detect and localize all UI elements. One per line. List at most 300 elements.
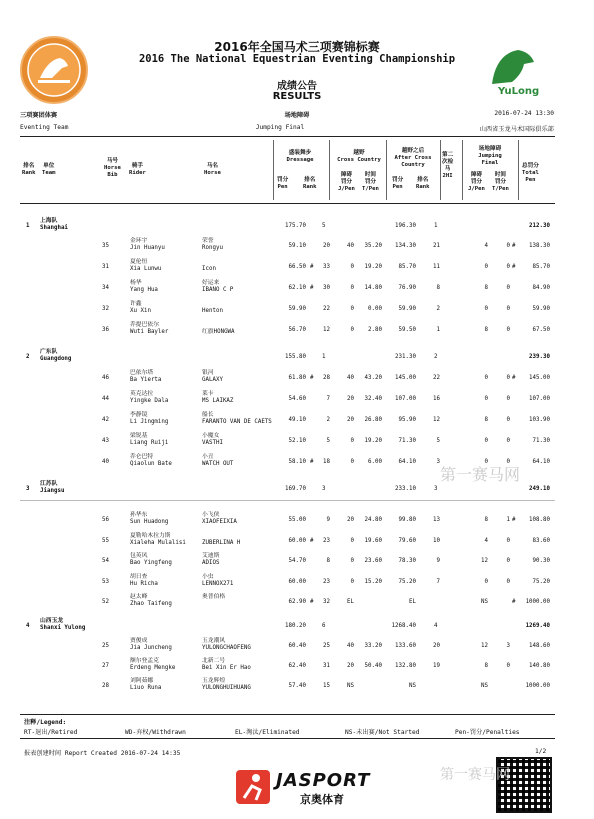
rider-after-rank: 9 <box>436 558 440 564</box>
dropped-score-mark: # <box>310 264 314 270</box>
rider-cross-tpen: 35.20 <box>364 243 382 249</box>
horse-name-cn: 奥普伯格 <box>202 594 226 600</box>
rider-bib: 36 <box>102 327 109 333</box>
horse-name-en: ADIOS <box>202 560 220 566</box>
horse-name-cn: 莱卡 <box>202 391 214 397</box>
team-rank: 4 <box>26 623 30 629</box>
rider-dressage-rank: 20 <box>323 243 330 249</box>
team-after-cross: 231.30 <box>395 354 416 360</box>
rider-cross-jpen: 0 <box>350 438 354 444</box>
report-created: 报表创建时间 Report Created 2016-07-24 14:35 <box>24 750 181 757</box>
horse-name-en: 红旗HONGWA <box>202 329 235 335</box>
horse-name-en: Henton <box>202 308 223 314</box>
rider-total: 64.10 <box>532 459 550 465</box>
rider-total: 148.60 <box>529 643 550 649</box>
rider-cross-tpen: 19.20 <box>364 264 382 270</box>
rider-name-en: Li Jingming <box>130 419 169 425</box>
rider-bib: 42 <box>102 417 109 423</box>
rider-cross-jpen: EL <box>347 599 354 605</box>
rider-jump-jpen: 4 <box>484 537 488 544</box>
rider-name-en: Wuti Bayler <box>130 329 169 335</box>
legend-top-rule <box>20 714 555 715</box>
rider-name-en: Hu Richa <box>130 580 158 587</box>
rider-total: 90.30 <box>532 558 550 564</box>
horse-name-en: Icon <box>202 266 216 272</box>
horse-name-cn: 荣誉 <box>202 238 214 244</box>
team-name-cn: 江苏队 <box>40 481 58 487</box>
rider-jump-jpen: 8 <box>484 517 488 523</box>
rider-bib: 40 <box>102 459 109 465</box>
rider-after-pen: 76.90 <box>398 285 416 291</box>
team-dressage-rank: 5 <box>322 223 326 229</box>
results-en: RESULTS <box>272 91 322 102</box>
rider-bib: 34 <box>102 285 109 291</box>
event-cn: 三项赛团体赛 <box>20 112 58 119</box>
rider-jump-jpen: 0 <box>484 375 488 381</box>
rider-name-en: Liang Ruiji <box>130 440 169 446</box>
rider-dressage-pen: 54.70 <box>288 558 306 564</box>
dropped-score-mark: # <box>310 537 314 544</box>
rider-dressage-pen: 54.60 <box>288 396 306 402</box>
dropped-score-mark: # <box>512 517 516 523</box>
rider-cross-tpen: 6.00 <box>368 459 382 465</box>
rider-after-rank: 19 <box>433 663 440 669</box>
rider-total: 71.30 <box>532 438 550 444</box>
rider-dressage-rank: 5 <box>326 438 330 444</box>
team-name-cn: 山西玉龙 <box>40 618 64 624</box>
title-en: 2016 The National Equestrian Eventing Championship <box>138 53 456 65</box>
rider-after-rank: 3 <box>436 459 440 465</box>
legend-eliminated: EL-淘汰/Eliminated <box>235 729 300 736</box>
rider-cross-jpen: 40 <box>347 375 354 381</box>
rider-after-pen: EL <box>409 599 416 605</box>
rider-dressage-rank: 30 <box>323 285 330 291</box>
rider-jump-tpen: 0 <box>506 375 510 381</box>
rider-dressage-rank: 23 <box>323 578 330 585</box>
rider-total: 140.80 <box>529 663 550 669</box>
rider-cross-tpen: 15.20 <box>364 578 382 585</box>
horse-name-en: YULONGHUIHUANG <box>202 685 251 691</box>
rider-cross-tpen: 2.80 <box>368 327 382 333</box>
rider-after-rank: 5 <box>436 438 440 444</box>
rider-name-en: Erdeng Mengke <box>130 665 176 671</box>
rider-dressage-rank: 32 <box>323 599 330 605</box>
team-after-rank: 3 <box>434 486 438 492</box>
col-jump-jpen: 障碍 罚分 J/Pen <box>468 172 485 192</box>
rider-after-pen: 59.90 <box>398 306 416 312</box>
team-total: 1269.40 <box>525 623 550 629</box>
rider-jump-jpen: 0 <box>484 459 488 465</box>
horse-name-cn: 玉龙潮风 <box>202 638 226 644</box>
rider-cross-tpen: 33.20 <box>364 643 382 649</box>
rider-jump-tpen: 0 <box>506 264 510 270</box>
rider-total: 108.80 <box>529 517 550 523</box>
rider-jump-jpen: 4 <box>484 243 488 249</box>
col-dressage-rank: 排名 Rank <box>303 177 317 190</box>
rider-jump-jpen: 8 <box>484 663 488 669</box>
rider-name-cn: 巴依尔塔 <box>130 370 154 376</box>
rider-dressage-rank: 22 <box>323 306 330 312</box>
rider-after-rank: 22 <box>433 375 440 381</box>
rider-bib: 55 <box>102 537 109 544</box>
rider-dressage-pen: 52.10 <box>288 438 306 444</box>
col-cross-tpen: 时间 罚分 T/Pen <box>362 172 379 192</box>
rider-dressage-rank: 2 <box>326 417 330 423</box>
rider-name-cn: 夏伦恒 <box>130 259 148 265</box>
rider-bib: 52 <box>102 599 109 605</box>
rider-bib: 44 <box>102 396 109 402</box>
rider-jump-tpen: 0 <box>506 663 510 669</box>
venue: 山西省玉龙马术国际俱乐部 <box>479 126 554 133</box>
rider-bib: 46 <box>102 375 109 381</box>
rider-total: 75.20 <box>532 578 550 585</box>
rider-jump-jpen: 0 <box>484 438 488 444</box>
rider-name-cn: 梁锐基 <box>130 433 148 439</box>
rider-after-rank: 10 <box>433 537 440 544</box>
rider-after-pen: 133.60 <box>395 643 416 649</box>
rider-name-cn: 刘阿茹娜 <box>130 678 154 684</box>
col-dressage: 盛装舞步 Dressage <box>286 150 314 163</box>
team-rank: 2 <box>26 354 30 360</box>
rider-bib: 35 <box>102 243 109 249</box>
team-name-en: Shanghai <box>40 225 68 231</box>
rider-after-pen: NS <box>409 683 416 689</box>
rider-jump-tpen: 0 <box>506 327 510 333</box>
col-after-pen: 罚分 Pen <box>392 177 404 190</box>
dropped-score-mark: # <box>310 459 314 465</box>
rider-cross-jpen: NS <box>347 683 354 689</box>
rider-after-rank: 1 <box>436 327 440 333</box>
phase-en: Jumping Final <box>255 124 305 131</box>
rider-name-en: Zhao Taifeng <box>130 601 172 607</box>
title-cn: 2016年全国马术三项赛锦标赛 <box>214 40 380 54</box>
rider-bib: 54 <box>102 558 109 564</box>
rider-cross-jpen: 0 <box>350 558 354 564</box>
rider-name-cn: 金环宇 <box>130 238 148 244</box>
rider-dressage-pen: 60.00 <box>288 537 306 544</box>
rider-bib: 27 <box>102 663 109 669</box>
horse-name-cn: 银河 <box>202 370 214 376</box>
rider-name-cn: 夏勒哈木拉力斯 <box>130 532 171 539</box>
rider-total: 67.50 <box>532 327 550 333</box>
datetime: 2016-07-24 13:30 <box>494 110 554 117</box>
team-name-cn: 广东队 <box>40 349 58 355</box>
rider-name-cn: 英克达拉 <box>130 391 154 397</box>
col-cross-jpen: 障碍 罚分 J/Pen <box>338 172 355 192</box>
rider-cross-jpen: 20 <box>347 396 354 402</box>
rider-after-pen: 95.90 <box>398 417 416 423</box>
rider-total: 59.90 <box>532 306 550 312</box>
rider-jump-tpen: 0 <box>506 558 510 564</box>
rider-after-pen: 85.70 <box>398 264 416 270</box>
rider-cross-jpen: 20 <box>347 417 354 423</box>
rider-after-pen: 59.50 <box>398 327 416 333</box>
rider-dressage-rank: 7 <box>326 396 330 402</box>
team-after-cross: 1268.40 <box>391 623 416 629</box>
rider-jump-tpen: 0 <box>506 537 510 544</box>
svg-text:YuLong: YuLong <box>498 86 540 96</box>
team-dressage: 169.70 <box>285 486 306 492</box>
rider-dressage-rank: 18 <box>323 459 330 465</box>
team-name-en: Shanxi Yulong <box>40 625 86 631</box>
rider-dressage-rank: 15 <box>323 683 330 689</box>
rider-dressage-rank: 12 <box>323 327 330 333</box>
rider-total: 145.00 <box>529 375 550 381</box>
rider-bib: 31 <box>102 264 109 270</box>
rider-after-pen: 99.80 <box>398 517 416 523</box>
page-split-rule <box>20 500 555 501</box>
rider-cross-tpen: 14.80 <box>364 285 382 291</box>
rider-jump-jpen: 8 <box>484 327 488 333</box>
rider-cross-jpen: 0 <box>350 264 354 270</box>
rider-name-cn: 许鑫 <box>130 301 142 307</box>
dropped-score-mark: # <box>512 264 516 270</box>
horse-name-en: XIAOFEIXIA <box>202 519 237 525</box>
horse-name-en: LENNOX271 <box>202 580 234 587</box>
rider-after-rank: 8 <box>436 285 440 291</box>
rider-bib: 32 <box>102 306 109 312</box>
sponsor-en: JASPORT <box>276 770 371 791</box>
rider-after-pen: 145.00 <box>395 375 416 381</box>
horse-name-en: FARANTO VAN DE CAETS <box>202 419 272 425</box>
horse-name-cn: 小魔女 <box>202 433 220 439</box>
horse-name-en: YULONGCHAOFENG <box>202 645 251 651</box>
col-after-cross: 越野之后 After Cross Country <box>394 148 432 168</box>
rider-jump-tpen: 3 <box>506 643 510 649</box>
rider-dressage-rank: 28 <box>323 375 330 381</box>
col-total: 总罚分 Total Pen <box>522 163 539 183</box>
rider-cross-tpen: 24.80 <box>364 517 382 523</box>
rider-jump-tpen: 1 <box>506 517 510 523</box>
rider-cross-jpen: 0 <box>350 537 354 544</box>
rider-dressage-rank: 8 <box>326 558 330 564</box>
rider-dressage-rank: 9 <box>326 517 330 523</box>
team-total: 212.30 <box>529 223 550 229</box>
rider-after-rank: 20 <box>433 643 440 649</box>
rider-jump-jpen: 0 <box>484 396 488 402</box>
rider-jump-jpen: 0 <box>484 264 488 270</box>
rider-jump-tpen: 0 <box>506 243 510 249</box>
rider-dressage-pen: 57.40 <box>288 683 306 689</box>
team-after-cross: 196.30 <box>395 223 416 229</box>
rider-name-en: Yang Hua <box>130 287 158 293</box>
rider-dressage-pen: 59.90 <box>288 306 306 312</box>
rider-cross-tpen: 50.40 <box>364 663 382 669</box>
team-after-rank: 1 <box>434 223 438 229</box>
rider-after-rank: 16 <box>433 396 440 402</box>
rider-name-cn: 赵太峰 <box>130 594 148 600</box>
rider-cross-jpen: 20 <box>347 517 354 523</box>
results-cn: 成绩公告 <box>277 81 317 92</box>
rider-after-rank: 7 <box>436 578 440 585</box>
horse-name-en: Rongyu <box>202 245 223 251</box>
rider-jump-jpen: 0 <box>484 578 488 585</box>
rider-name-cn: 包英风 <box>130 553 148 559</box>
team-name-en: Jiangsu <box>40 488 65 494</box>
rider-name-cn: 额尔登孟克 <box>130 658 159 664</box>
phase-cn: 场地障碍 <box>284 112 310 119</box>
team-dressage-rank: 3 <box>322 486 326 492</box>
rider-total: 84.90 <box>532 285 550 291</box>
rider-name-en: Xia Lunwu <box>130 266 162 272</box>
rider-name-en: Ba Yierta <box>130 377 162 383</box>
rider-name-en: Xu Xin <box>130 308 151 314</box>
col-team: 单位 Team <box>42 163 56 176</box>
rider-cross-jpen: 0 <box>350 285 354 291</box>
rider-jump-tpen: 0 <box>506 285 510 291</box>
rider-jump-jpen: NS <box>481 683 488 689</box>
team-dressage-rank: 6 <box>322 623 326 629</box>
rider-jump-tpen: 0 <box>506 459 510 465</box>
rider-after-rank: 13 <box>433 517 440 523</box>
rider-name-en: Yingke Dala <box>130 398 169 404</box>
legend-retired: RT-退出/Retired <box>24 729 78 736</box>
rider-total: 1000.00 <box>525 599 550 605</box>
rider-cross-tpen: 43.20 <box>364 375 382 381</box>
rider-cross-jpen: 0 <box>350 459 354 465</box>
team-rank: 1 <box>26 223 30 229</box>
legend-withdrawn: WD-弃权/Withdrawn <box>125 729 186 736</box>
rider-dressage-pen: 60.00 <box>288 578 306 585</box>
rider-after-pen: 78.30 <box>398 558 416 564</box>
rider-jump-jpen: 8 <box>484 417 488 423</box>
rider-name-cn: 李静镜 <box>130 412 148 418</box>
rider-cross-tpen: 23.60 <box>364 558 382 564</box>
team-dressage: 155.80 <box>285 354 306 360</box>
dropped-score-mark: # <box>310 375 314 381</box>
team-dressage-rank: 1 <box>322 354 326 360</box>
horse-name-en: Bei Xin Er Hao <box>202 665 251 671</box>
rider-after-pen: 107.00 <box>395 396 416 402</box>
watermark-bottom: 第一赛马网 <box>440 767 510 783</box>
rider-name-en: Xialeha Mulalisi <box>130 539 186 546</box>
rider-dressage-pen: 60.40 <box>288 643 306 649</box>
col-jumping: 场地障碍 Jumping Final <box>478 146 502 166</box>
rider-cross-jpen: 20 <box>347 663 354 669</box>
legend-penalties: Pen-罚分/Penalties <box>455 729 520 736</box>
rider-dressage-pen: 56.70 <box>288 327 306 333</box>
rider-dressage-pen: 62.90 <box>288 599 306 605</box>
col-rank: 排名 Rank <box>22 163 36 176</box>
rider-name-en: Qiaolun Bate <box>130 461 172 467</box>
team-after-cross: 233.10 <box>395 486 416 492</box>
horse-name-cn: 小丑 <box>202 454 214 460</box>
rider-cross-jpen: 0 <box>350 327 354 333</box>
rider-name-cn: 杨华 <box>130 280 142 286</box>
rider-cross-tpen: 19.60 <box>364 537 382 544</box>
rider-dressage-pen: 58.10 <box>288 459 306 465</box>
rider-total: 85.70 <box>532 264 550 270</box>
rider-bib: 53 <box>102 578 109 585</box>
legend-bottom-rule <box>20 738 555 739</box>
horse-name-cn: 小虫 <box>202 573 214 580</box>
col-dressage-pen: 罚分 Pen <box>277 177 289 190</box>
team-dressage: 175.70 <box>285 223 306 229</box>
dropped-score-mark: # <box>512 243 516 249</box>
horse-name-en: GALAXY <box>202 377 223 383</box>
rider-bib: 28 <box>102 683 109 689</box>
horse-name-cn: 好运来 <box>202 280 220 286</box>
rider-jump-tpen: 0 <box>506 578 510 585</box>
rider-bib: 25 <box>102 643 109 649</box>
rider-dressage-pen: 55.00 <box>288 517 306 523</box>
rider-jump-tpen: 0 <box>506 306 510 312</box>
rider-after-pen: 75.20 <box>398 578 416 585</box>
rider-after-pen: 79.60 <box>398 537 416 544</box>
rider-total: 1000.00 <box>525 683 550 689</box>
rider-jump-tpen: 0 <box>506 417 510 423</box>
rider-dressage-pen: 49.10 <box>288 417 306 423</box>
legend-title: 注释/Legend: <box>24 719 67 726</box>
rider-total: 83.60 <box>532 537 550 544</box>
rider-name-en: Jia Juncheng <box>130 645 172 651</box>
rider-name-en: Sun Huadong <box>130 519 169 525</box>
rider-cross-tpen: 32.40 <box>364 396 382 402</box>
rider-dressage-pen: 59.10 <box>288 243 306 249</box>
runner-icon <box>236 770 270 804</box>
rider-dressage-pen: 62.10 <box>288 285 306 291</box>
jasport-logo-mark <box>236 770 270 804</box>
rider-after-pen: 64.10 <box>398 459 416 465</box>
rider-total: 138.30 <box>529 243 550 249</box>
col-jump-tpen: 时间 罚分 T/Pen <box>492 172 509 192</box>
rider-after-pen: 132.80 <box>395 663 416 669</box>
rider-name-cn: 贾俊成 <box>130 638 148 644</box>
horse-name-cn: 玉龙辉煌 <box>202 678 226 684</box>
team-after-rank: 2 <box>434 354 438 360</box>
rider-cross-tpen: 0.00 <box>368 306 382 312</box>
horse-name-cn: 小飞侠 <box>202 512 220 518</box>
horse-name-en: ZUBERLINA H <box>202 539 241 546</box>
rider-dressage-pen: 66.50 <box>288 264 306 270</box>
dropped-score-mark: # <box>310 285 314 291</box>
rider-name-cn: 孙华东 <box>130 512 148 518</box>
rider-dressage-pen: 62.40 <box>288 663 306 669</box>
rider-jump-jpen: 12 <box>481 558 488 564</box>
team-after-rank: 4 <box>434 623 438 629</box>
rider-jump-tpen: 0 <box>506 396 510 402</box>
legend-not-started: NS-未出赛/Not Started <box>345 729 420 736</box>
rider-name-en: Liuo Runa <box>130 685 162 691</box>
horse-name-en: VASTHI <box>202 440 223 446</box>
rider-jump-jpen: 0 <box>484 306 488 312</box>
dropped-score-mark: # <box>512 599 516 605</box>
rider-jump-jpen: 8 <box>484 285 488 291</box>
horse-name-en: IBANO C P <box>202 287 234 293</box>
col-second-horse-inspection: 第二 次检 马 2HI <box>442 152 454 179</box>
horse-name-en: WATCH OUT <box>202 461 234 467</box>
rider-bib: 43 <box>102 438 109 444</box>
rider-cross-tpen: 19.20 <box>364 438 382 444</box>
rider-name-cn: 乔提巴依尔 <box>130 322 159 328</box>
watermark-middle: 第一赛马网 <box>440 465 521 484</box>
rider-dressage-rank: 31 <box>323 663 330 669</box>
dropped-score-mark: # <box>310 599 314 605</box>
rider-name-en: Jin Huanyu <box>130 245 165 251</box>
col-cross: 越野 Cross Country <box>337 150 381 163</box>
horse-name-cn: 艾迪斯 <box>202 553 220 559</box>
rider-dressage-rank: 25 <box>323 643 330 649</box>
rider-cross-jpen: 40 <box>347 643 354 649</box>
rider-cross-jpen: 0 <box>350 306 354 312</box>
rider-after-pen: 71.30 <box>398 438 416 444</box>
col-bib: 马号 Horse Bib <box>104 158 121 178</box>
rider-after-rank: 21 <box>433 243 440 249</box>
rider-cross-jpen: 0 <box>350 578 354 585</box>
rider-after-rank: 2 <box>436 306 440 312</box>
rider-dressage-pen: 61.80 <box>288 375 306 381</box>
team-name-en: Guangdong <box>40 356 72 362</box>
